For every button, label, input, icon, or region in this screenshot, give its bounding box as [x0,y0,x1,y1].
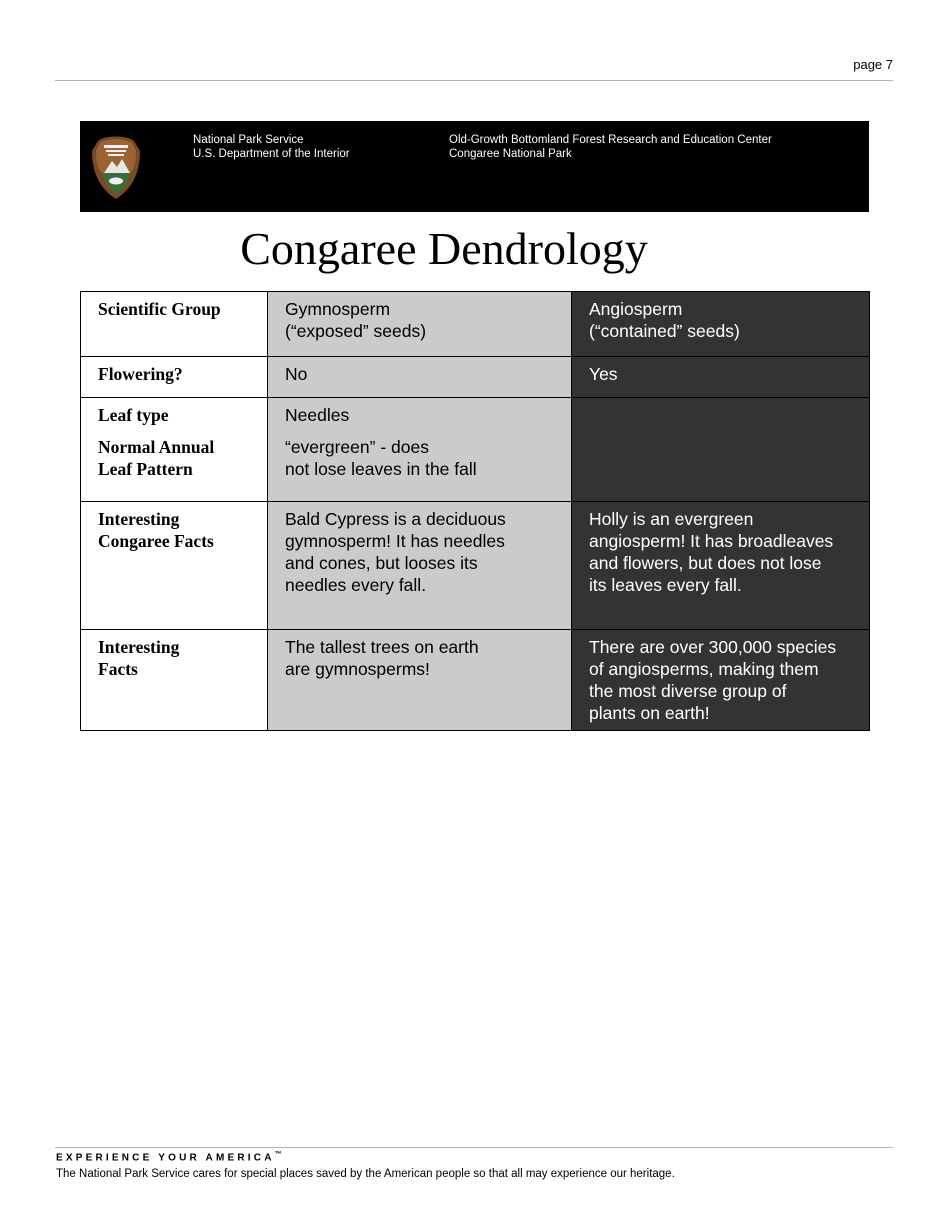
trademark-symbol: ™ [274,1151,282,1158]
nps-banner [80,121,869,212]
table-row [81,502,870,630]
table-row [81,357,870,398]
header-divider [55,80,893,81]
dendrology-table [80,291,870,731]
row-label: Interesting Congaree Facts [81,502,268,630]
footer-tagline: EXPERIENCE YOUR AMERICA™ [56,1151,282,1164]
table-row [81,398,870,502]
gymnosperm-cell: The tallest trees on earth are gymnosperms! [268,630,572,731]
center-name: Old-Growth Bottomland Forest Research and Education Center [449,134,772,146]
row-label: Leaf type Normal Annual Leaf Pattern [81,398,268,502]
nps-arrowhead-icon [90,133,142,199]
gymnosperm-cell: Gymnosperm (“exposed” seeds) [268,292,572,357]
agency-name: National Park Service [193,134,304,146]
department-name: U.S. Department of the Interior [193,148,350,160]
table-row [81,630,870,731]
angiosperm-cell [572,398,870,502]
footer-divider [55,1147,893,1148]
page-title: Congaree Dendrology [240,223,648,274]
row-label: Scientific Group [81,292,268,357]
gymnosperm-cell: Needles “evergreen” - does not lose leaves in the fall [268,398,572,502]
angiosperm-cell: Angiosperm (“contained” seeds) [572,292,870,357]
agency-block [193,133,350,161]
row-label: Flowering? [81,357,268,398]
page-number: page 7 [853,57,893,72]
gymnosperm-cell: No [268,357,572,398]
gymnosperm-cell: Bald Cypress is a deciduous gymnosperm! It has needles and cones, but looses its needles every fall. [268,502,572,630]
park-name: Congaree National Park [449,148,572,160]
angiosperm-cell: Yes [572,357,870,398]
row-label: Interesting Facts [81,630,268,731]
center-block [449,133,772,161]
table-row [81,292,870,357]
footer-mission: The National Park Service cares for special places saved by the American people so that all may experience our heritage. [56,1168,675,1180]
angiosperm-cell: Holly is an evergreen angiosperm! It has broadleaves and flowers, but does not lose its leaves every fall. [572,502,870,630]
angiosperm-cell: There are over 300,000 species of angiosperms, making them the most diverse group of plants on earth! [572,630,870,731]
